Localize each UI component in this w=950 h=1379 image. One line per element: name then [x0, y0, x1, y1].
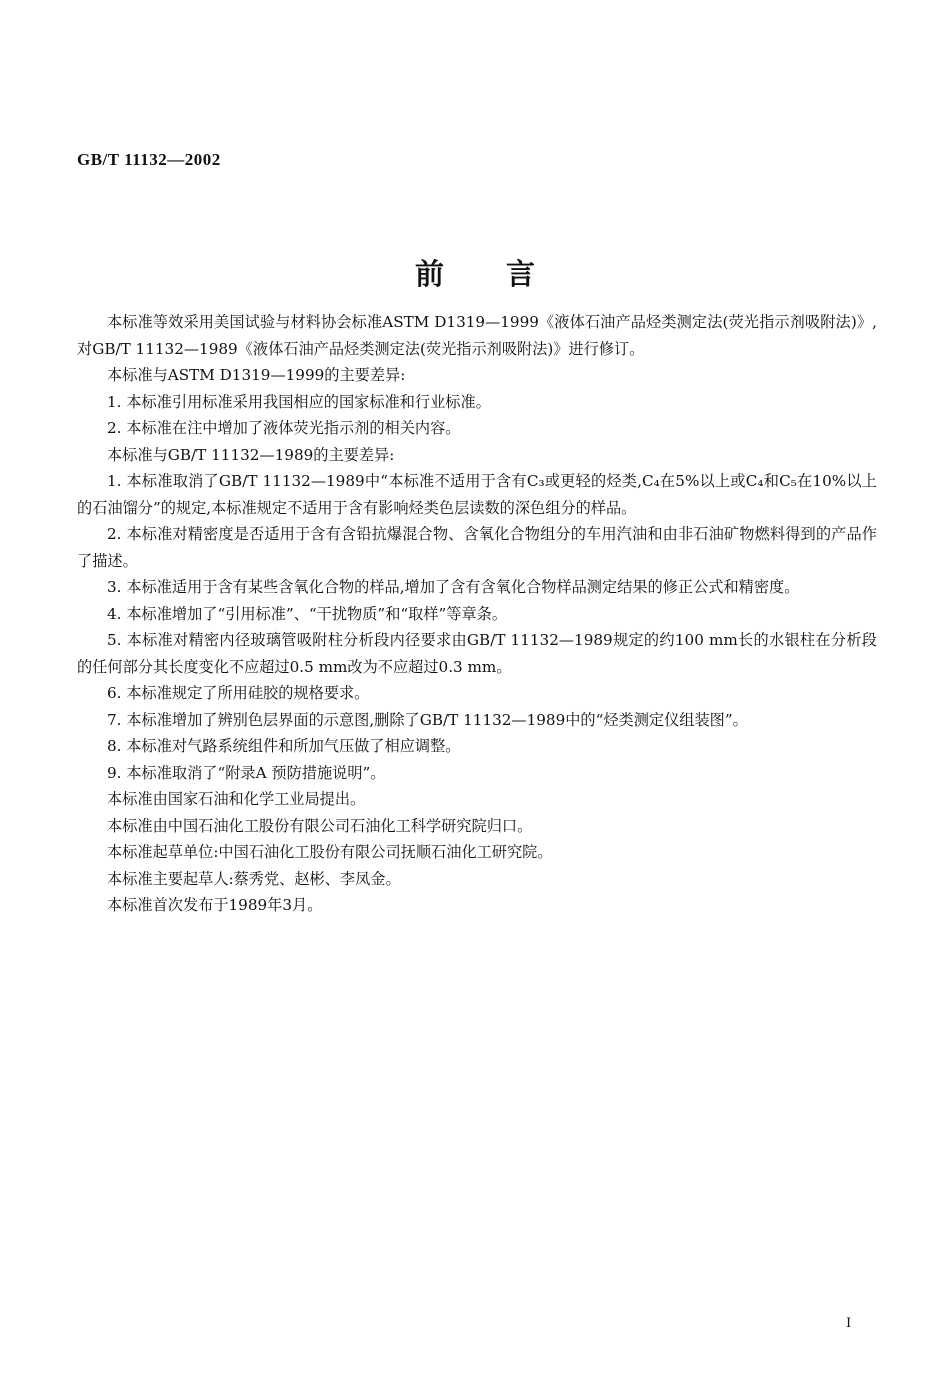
paragraph-centralized-unit: 本标准由中国石油化工股份有限公司石油化工科学研究院归口。	[107, 816, 533, 835]
paragraph-drafting-unit: 本标准起草单位:中国石油化工股份有限公司抚顺石油化工研究院。	[107, 843, 553, 861]
paragraph-astm-difference-2: 2. 本标准在注中增加了液体荧光指示剂的相关内容。	[107, 419, 461, 437]
paragraph-gbt-difference-3: 3. 本标准适用于含有某些含氧化合物的样品,增加了含有含氧化合物样品测定结果的修正公式和精密度。	[107, 578, 800, 596]
page-title: 前言	[414, 257, 597, 291]
page-number: I	[846, 1316, 852, 1331]
paragraph-gbt-difference-8: 8. 本标准对气路系统组件和所加气压做了相应调整。	[107, 737, 461, 755]
paragraph-astm-differences-heading: 本标准与ASTM D1319—1999的主要差异:	[107, 366, 406, 384]
paragraph-gbt-difference-5: 5. 本标准对精密内径玻璃管吸附柱分析段内径要求由GB/T 11132—1989规定的约100 mm长的水银柱在分析段的任何部分其长度变化不应超过0.5 mm改为不应超过0.3 mm。	[77, 631, 877, 676]
paragraph-gbt-difference-9: 9. 本标准取消了“附录A 预防措施说明”。	[107, 763, 386, 782]
paragraph-gbt-difference-6: 6. 本标准规定了所用硅胶的规格要求。	[107, 684, 370, 702]
paragraph-adoption: 本标准等效采用美国试验与材料协会标准ASTM D1319—1999《液体石油产品烃类测定法(荧光指示剂吸附法)》,对GB/T 11132—1989《液体石油产品烃类测定法(荧光指示剂吸附法)》进行修订。	[77, 313, 877, 358]
paragraph-astm-difference-1: 1. 本标准引用标准采用我国相应的国家标准和行业标准。	[107, 392, 491, 411]
paragraph-proposer: 本标准由国家石油和化学工业局提出。	[107, 790, 366, 808]
standard-code: GB/T 11132—2002	[77, 150, 221, 169]
paragraph-gbt-difference-1: 1. 本标准取消了GB/T 11132—1989中“本标准不适用于含有C₃或更轻的烃类,C₄在5%以上或C₄和C₅在10%以上的石油馏分”的规定,本标准规定不适用于含有影响烃类色层读数的深色组分的样品。	[77, 472, 877, 517]
paragraph-gbt-differences-heading: 本标准与GB/T 11132—1989的主要差异:	[107, 445, 395, 464]
paragraph-first-issue: 本标准首次发布于1989年3月。	[107, 896, 323, 914]
paragraph-drafters: 本标准主要起草人:蔡秀党、赵彬、李凤金。	[107, 869, 401, 888]
paragraph-gbt-difference-7: 7. 本标准增加了辨别色层界面的示意图,删除了GB/T 11132—1989中的“烃类测定仪组装图”。	[107, 710, 748, 729]
preface-body	[77, 309, 877, 919]
paragraph-gbt-difference-2: 2. 本标准对精密度是否适用于含有含铅抗爆混合物、含氧化合物组分的车用汽油和由非石油矿物燃料得到的产品作了描述。	[77, 525, 877, 570]
paragraph-gbt-difference-4: 4. 本标准增加了“引用标准”、“干扰物质”和“取样”等章条。	[107, 604, 508, 623]
